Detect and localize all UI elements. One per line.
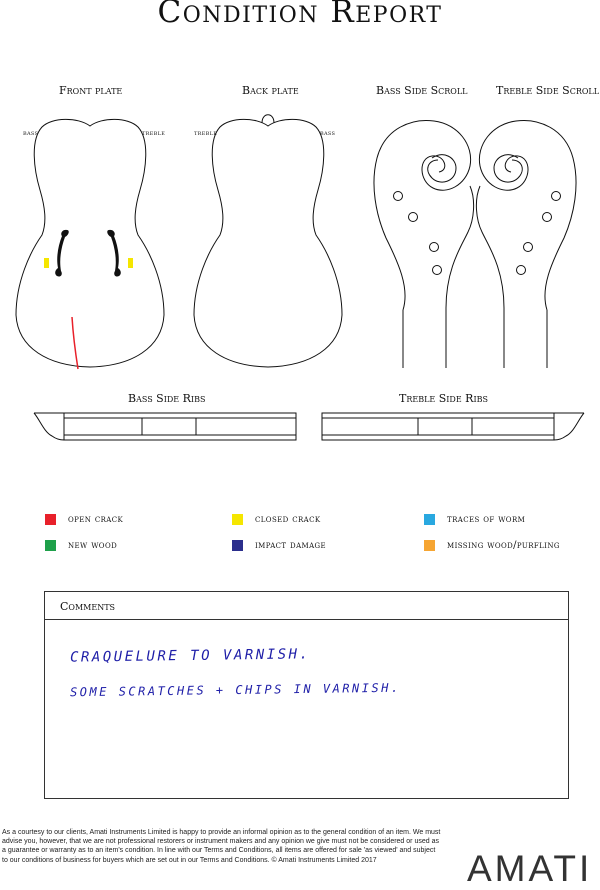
legend-item-new-wood: [45, 540, 117, 551]
legend-label: traces of worm: [447, 514, 526, 525]
peghole-1: [394, 192, 403, 201]
back-bass-label: bass: [320, 129, 336, 137]
traces-of-worm-swatch: [424, 514, 435, 525]
legend-item-closed-crack: [232, 514, 321, 525]
comments-header: [45, 592, 568, 620]
disclaimer-text: As a courtesy to our clients, Amati Instruments Limited is happy to provide an informal opinion as to the general condition of an item. We must advise you, however, that we are not professional restorers or instrument makers and any opinion we give must not be considered or used as a guarantee or warranty as to an item's condition. In line with our Terms and Conditions, all items are offered for sale 'as viewed' and subject to our conditions of business for buyers which are set out in our Terms and Conditions. © Amati Instruments Limited 2017: [2, 829, 441, 864]
comments-title: Comments: [60, 600, 116, 613]
closed-crack-mark-right: [128, 258, 133, 268]
legend-item-open-crack: [45, 514, 123, 525]
treble-ribs-outline: [554, 413, 584, 440]
legend-label: impact damage: [255, 540, 327, 551]
page-title: Condition Report: [157, 0, 443, 30]
peghole-5: [552, 192, 561, 201]
peghole-2: [409, 213, 418, 222]
closed-crack-swatch: [232, 514, 243, 525]
f-hole-left: [55, 230, 69, 277]
back-plate-label: Back plate: [242, 84, 299, 97]
brand-logo: AMATI: [467, 848, 593, 889]
front-bass-label: bass: [23, 129, 39, 137]
treble-side-ribs-label: Treble Side Ribs: [399, 392, 488, 405]
legend-item-missing-wood: [424, 540, 560, 551]
missing-wood-swatch: [424, 540, 435, 551]
bass-scroll-outline: [374, 120, 474, 368]
impact-damage-swatch: [232, 540, 243, 551]
bass-ribs-outline: [34, 413, 64, 440]
peghole-4: [433, 266, 442, 275]
open-crack-mark: [72, 317, 78, 369]
treble-ribs-body: [322, 413, 554, 440]
peghole-7: [524, 243, 533, 252]
new-wood-swatch: [45, 540, 56, 551]
legend-label: closed crack: [255, 514, 321, 525]
legend-item-impact-damage: [232, 540, 326, 551]
peghole-6: [543, 213, 552, 222]
f-hole-right: [107, 230, 121, 277]
bass-ribs-body: [64, 413, 296, 440]
front-plate-label: Front plate: [59, 84, 123, 97]
treble-scroll-outline: [476, 120, 576, 368]
open-crack-swatch: [45, 514, 56, 525]
legend-label: new wood: [68, 540, 118, 551]
back-button-outline: [262, 115, 274, 123]
legend-label: missing wood/purfling: [447, 540, 560, 551]
front-treble-label: treble: [142, 129, 166, 137]
legend-label: open crack: [68, 514, 124, 525]
comment-line-2: SOME SCRATCHES + CHIPS IN VARNISH.: [69, 680, 401, 700]
closed-crack-mark-left: [44, 258, 49, 268]
f-holes: [55, 230, 121, 277]
comment-line-1: CRAQUELURE TO VARNISH.: [69, 646, 311, 666]
front-plate-outline: [16, 119, 164, 367]
bass-side-ribs-label: Bass Side Ribs: [128, 392, 206, 405]
peghole-3: [430, 243, 439, 252]
back-treble-label: treble: [194, 129, 218, 137]
treble-side-scroll-label: Treble Side Scroll: [496, 84, 600, 97]
bass-side-scroll-label: Bass Side Scroll: [376, 84, 468, 97]
back-plate-outline: [194, 119, 342, 367]
peghole-8: [517, 266, 526, 275]
legend-item-traces-of-worm: [424, 514, 525, 525]
